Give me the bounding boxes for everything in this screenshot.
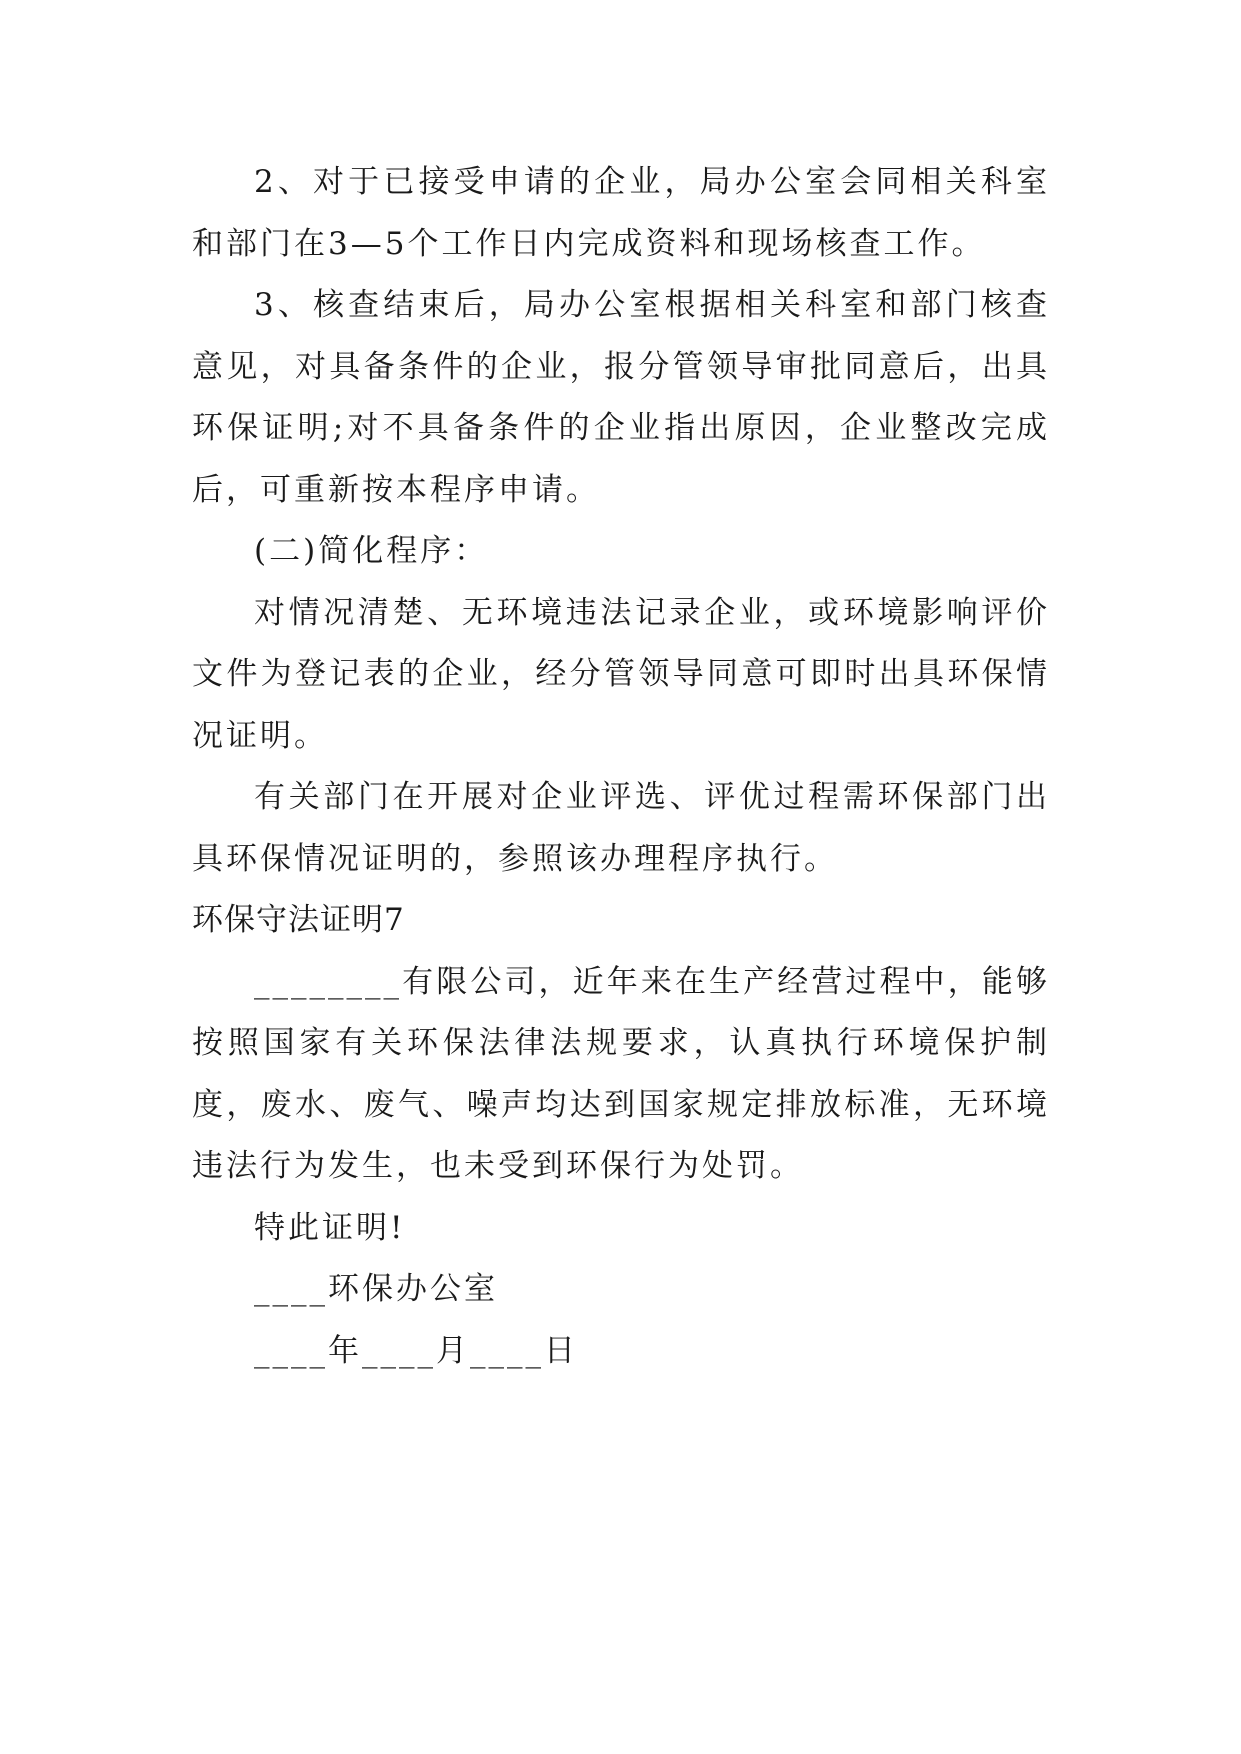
paragraph-simplified-procedure: 对情况清楚、无环境违法记录企业，或环境影响评价文件为登记表的企业，经分管领导同意可即时出具环保情况证明。 xyxy=(192,594,1050,754)
certification-statement: 特此证明! xyxy=(254,1209,406,1246)
paragraph-step-3: 3、核查结束后，局办公室根据相关科室和部门核查意见，对具备条件的企业，报分管领导审批同意后，出具环保证明;对不具备条件的企业指出原因，企业整改完成后，可重新按本程序申请。 xyxy=(192,287,1050,508)
paragraph-step-2: 2、对于已接受申请的企业，局办公室会同相关科室和部门在3—5个工作日内完成资料和现场核查工作。 xyxy=(192,164,1050,262)
paragraph-certificate-body: ________有限公司，近年来在生产经营过程中，能够按照国家有关环保法律法规要求，认真执行环境保护制度，废水、废气、噪声均达到国家规定排放标准，无环境违法行为发生，也未受到环保行为处罚。 xyxy=(192,963,1050,1184)
paragraph-reference-procedure: 有关部门在开展对企业评选、评优过程需环保部门出具环保情况证明的，参照该办理程序执行。 xyxy=(192,779,1050,877)
issuing-office: ____环保办公室 xyxy=(254,1271,498,1307)
document-title: 环保守法证明7 xyxy=(192,902,405,938)
document-page xyxy=(192,152,1050,1382)
section-heading-simplified-procedure: (二)简化程序： xyxy=(254,533,489,569)
issue-date: ____年____月____日 xyxy=(254,1332,578,1369)
